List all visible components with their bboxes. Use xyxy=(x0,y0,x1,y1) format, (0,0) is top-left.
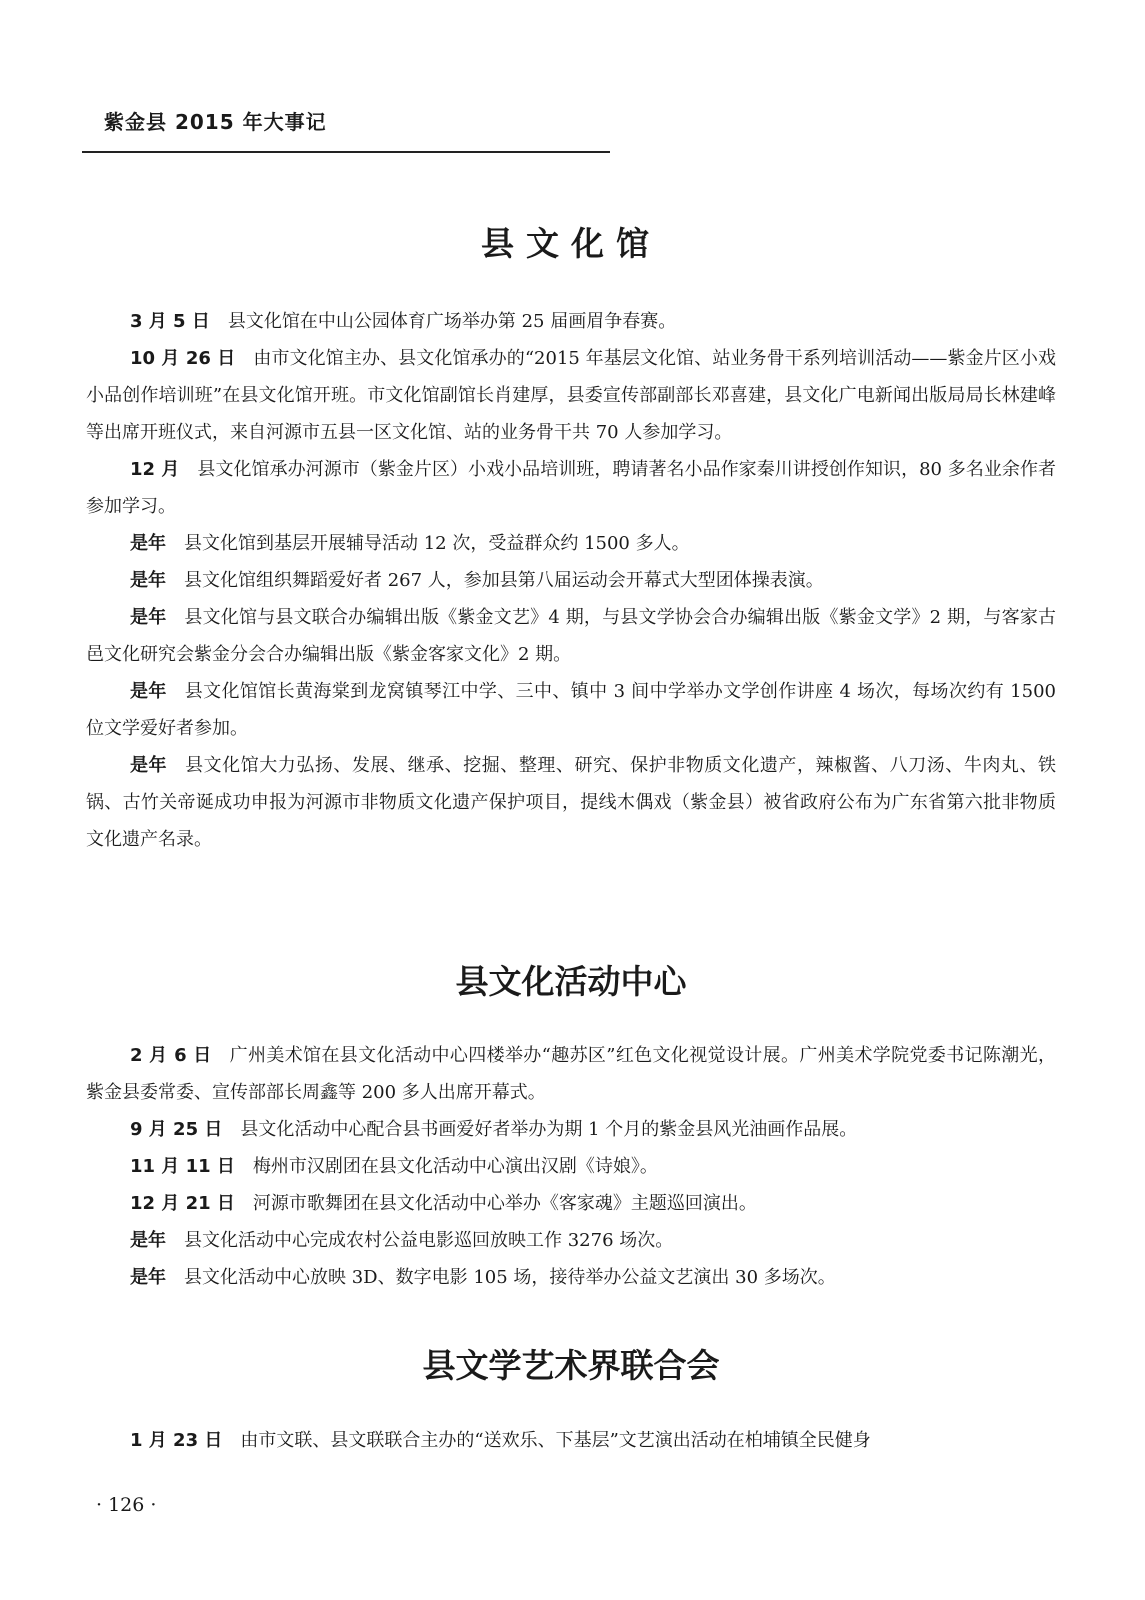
entry xyxy=(86,451,1056,525)
entry-text: 广州美术馆在县文化活动中心四楼举办“趣苏区”红色文化视觉设计展。广州美术学院党委书记陈潮光，紫金县委常委、宣传部部长周鑫等 200 多人出席开幕式。 xyxy=(86,1045,1056,1103)
entry-text: 县文化馆组织舞蹈爱好者 267 人，参加县第八届运动会开幕式大型团体操表演。 xyxy=(184,570,824,591)
entry-text: 县文化馆承办河源市（紫金片区）小戏小品培训班，聘请著名小品作家秦川讲授创作知识，80 多名业余作者参加学习。 xyxy=(86,459,1056,517)
entry-text: 县文化活动中心配合县书画爱好者举办为期 1 个月的紫金县风光油画作品展。 xyxy=(240,1119,858,1140)
entry-text: 县文化活动中心完成农村公益电影巡回放映工作 3276 场次。 xyxy=(184,1230,674,1251)
entry-date: 是年 xyxy=(130,607,167,628)
entry-date: 是年 xyxy=(130,1230,166,1251)
section-federation-literary-art xyxy=(86,1340,1056,1387)
entry-date: 12 月 21 日 xyxy=(130,1193,235,1214)
entry-text: 县文化馆与县文联合办编辑出版《紫金文艺》4 期，与县文学协会合办编辑出版《紫金文学》2 期，与客家古邑文化研究会紫金分会合办编辑出版《紫金客家文化》2 期。 xyxy=(86,607,1057,665)
entry-text: 由市文化馆主办、县文化馆承办的“2015 年基层文化馆、站业务骨干系列培训活动——紫金片区小戏小品创作培训班”在县文化馆开班。市文化馆副馆长肖建厚，县委宣传部副部长邓喜建，县文化广电新闻出版局局长林建峰等出席开班仪式，来自河源市五县一区文化馆、站的业务骨干共 70 人参加学习。 xyxy=(86,348,1056,443)
entry-text: 县文化馆大力弘扬、发展、继承、挖掘、整理、研究、保护非物质文化遗产，辣椒酱、八刀汤、牛肉丸、铁锅、古竹关帝诞成功申报为河源市非物质文化遗产保护项目，提线木偶戏（紫金县）被省政府公布为广东省第六批非物质文化遗产名录。 xyxy=(86,755,1057,850)
entry-date: 9 月 25 日 xyxy=(130,1119,223,1140)
section-county-cultural-center-entries xyxy=(86,303,1056,858)
entry-text: 由市文联、县文联联合主办的“送欢乐、下基层”文艺演出活动在柏埔镇全民健身 xyxy=(240,1430,871,1451)
section-title: 县文化馆 xyxy=(481,224,661,263)
running-header: 紫金县 2015 年大事记 xyxy=(104,110,327,134)
entry xyxy=(86,562,1056,599)
entry xyxy=(86,747,1056,858)
page-number: · 126 · xyxy=(96,1494,157,1516)
entry-date: 1 月 23 日 xyxy=(130,1430,223,1451)
entry-date: 是年 xyxy=(130,1267,166,1288)
section-cultural-activity-center-entries xyxy=(86,1037,1056,1296)
entry-date: 是年 xyxy=(130,533,166,554)
section-federation-literary-art-entries xyxy=(86,1422,1056,1459)
entry xyxy=(86,1259,1056,1296)
entry xyxy=(86,340,1056,451)
entry xyxy=(86,1222,1056,1259)
entry-text: 县文化馆馆长黄海棠到龙窝镇琴江中学、三中、镇中 3 间中学举办文学创作讲座 4 场次，每场次约有 1500 位文学爱好者参加。 xyxy=(86,681,1056,739)
entry-text: 县文化馆在中山公园体育广场举办第 25 届画眉争春赛。 xyxy=(227,311,677,332)
entry-date: 12 月 xyxy=(130,459,180,480)
entry-text: 河源市歌舞团在县文化活动中心举办《客家魂》主题巡回演出。 xyxy=(252,1193,757,1214)
entry xyxy=(86,1111,1056,1148)
entry-date: 是年 xyxy=(130,570,166,591)
section-title: 县文化活动中心 xyxy=(455,962,687,1001)
entry xyxy=(86,1422,1056,1459)
section-title: 县文学艺术界联合会 xyxy=(422,1346,720,1385)
entry-text: 县文化馆到基层开展辅导活动 12 次，受益群众约 1500 多人。 xyxy=(184,533,690,554)
section-cultural-activity-center xyxy=(86,956,1056,1003)
header-rule xyxy=(82,151,610,153)
entry xyxy=(86,525,1056,562)
entry-text: 县文化活动中心放映 3D、数字电影 105 场，接待举办公益文艺演出 30 多场次。 xyxy=(184,1267,836,1288)
entry-text: 梅州市汉剧团在县文化活动中心演出汉剧《诗娘》。 xyxy=(252,1156,658,1177)
entry-date: 11 月 11 日 xyxy=(130,1156,235,1177)
entry xyxy=(86,673,1056,747)
entry-date: 是年 xyxy=(130,755,168,776)
entry xyxy=(86,1037,1056,1111)
entry-date: 3 月 5 日 xyxy=(130,311,210,332)
entry xyxy=(86,599,1056,673)
entry xyxy=(86,303,1056,340)
entry xyxy=(86,1148,1056,1185)
entry-date: 10 月 26 日 xyxy=(130,348,236,369)
entry-date: 2 月 6 日 xyxy=(130,1045,212,1066)
entry xyxy=(86,1185,1056,1222)
entry-date: 是年 xyxy=(130,681,167,702)
section-county-cultural-center xyxy=(86,218,1056,265)
